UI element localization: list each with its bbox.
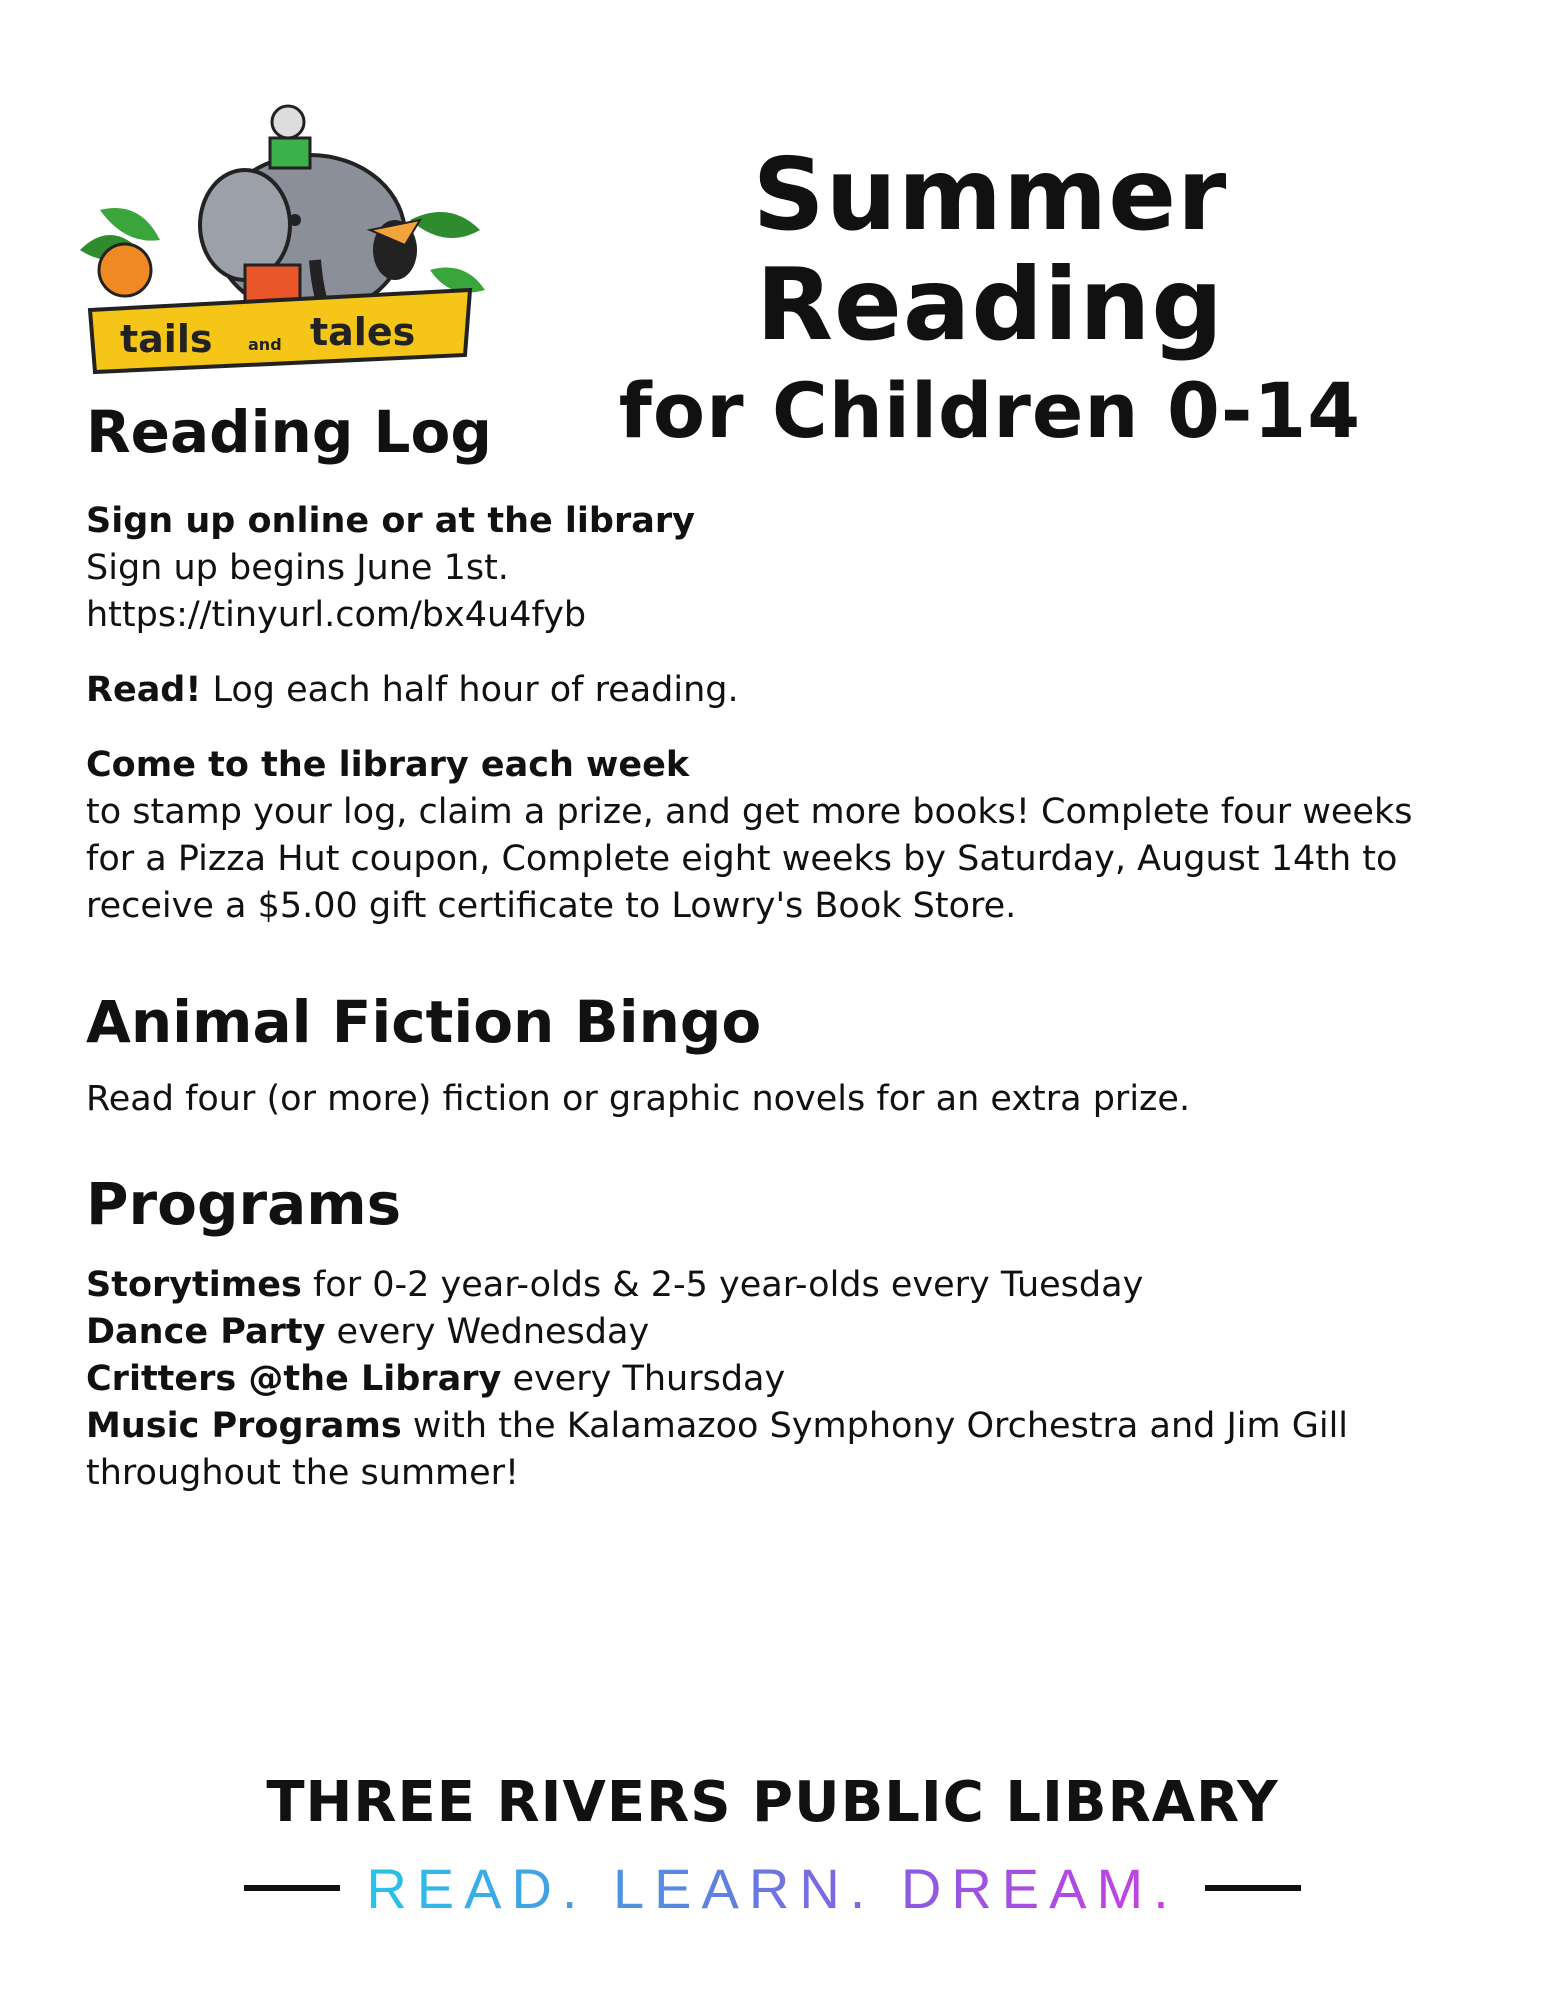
program-item: [86, 1309, 1466, 1356]
logo-text-and: and: [248, 335, 282, 354]
title-line-1: Summer Reading: [752, 136, 1228, 363]
logo-text-tales: tales: [310, 310, 416, 354]
tagline: READ. LEARN. DREAM.: [366, 1856, 1179, 1920]
program-item: [86, 1403, 1466, 1497]
read-bold: Read!: [86, 670, 202, 710]
programs-list: [86, 1262, 1466, 1497]
bingo-heading: Animal Fiction Bingo: [86, 988, 762, 1056]
program-detail: every Thursday: [501, 1359, 786, 1399]
program-item: [86, 1262, 1466, 1309]
come-text: to stamp your log, claim a prize, and get more books! Complete four weeks for a Pizza Hut coupon, Complete eight weeks by Saturday, August 14th to receive a $5.00 gift certificate to Lowry's Book Store.: [86, 792, 1413, 926]
read-text: Log each half hour of reading.: [201, 670, 739, 710]
program-name: Critters @the Library: [86, 1359, 502, 1399]
bingo-section: [86, 1076, 1466, 1123]
right-divider: [1205, 1885, 1301, 1891]
come-bold: Come to the library each week: [86, 745, 690, 785]
signup-bold: Sign up online or at the library: [86, 501, 695, 541]
title-line-2: for Children 0-14: [618, 366, 1362, 455]
page-title: [540, 136, 1440, 456]
program-name: Dance Party: [86, 1312, 326, 1352]
signup-url[interactable]: https://tinyurl.com/bx4u4fyb: [86, 595, 587, 635]
logo-text-tails: tails: [120, 317, 213, 361]
left-divider: [244, 1885, 340, 1891]
reading-log-section: [86, 498, 1466, 930]
program-name: Storytimes: [86, 1265, 302, 1305]
tails-and-tales-animals-icon: [70, 100, 490, 380]
program-item: [86, 1356, 1466, 1403]
program-detail: every Wednesday: [325, 1312, 650, 1352]
signup-line-1: Sign up begins June 1st.: [86, 548, 509, 588]
tagline-row: [0, 1853, 1545, 1923]
bingo-text: Read four (or more) fiction or graphic novels for an extra prize.: [86, 1079, 1191, 1119]
program-detail: with the Kalamazoo Symphony Orchestra and Jim Gill throughout the summer!: [86, 1406, 1349, 1493]
tails-and-tales-logo: [70, 100, 490, 380]
program-name: Music Programs: [86, 1406, 402, 1446]
reading-log-heading: Reading Log: [86, 398, 492, 466]
library-name: THREE RIVERS PUBLIC LIBRARY: [266, 1770, 1279, 1835]
programs-heading: Programs: [86, 1170, 402, 1238]
program-detail: for 0-2 year-olds & 2-5 year-olds every Tuesday: [301, 1265, 1144, 1305]
